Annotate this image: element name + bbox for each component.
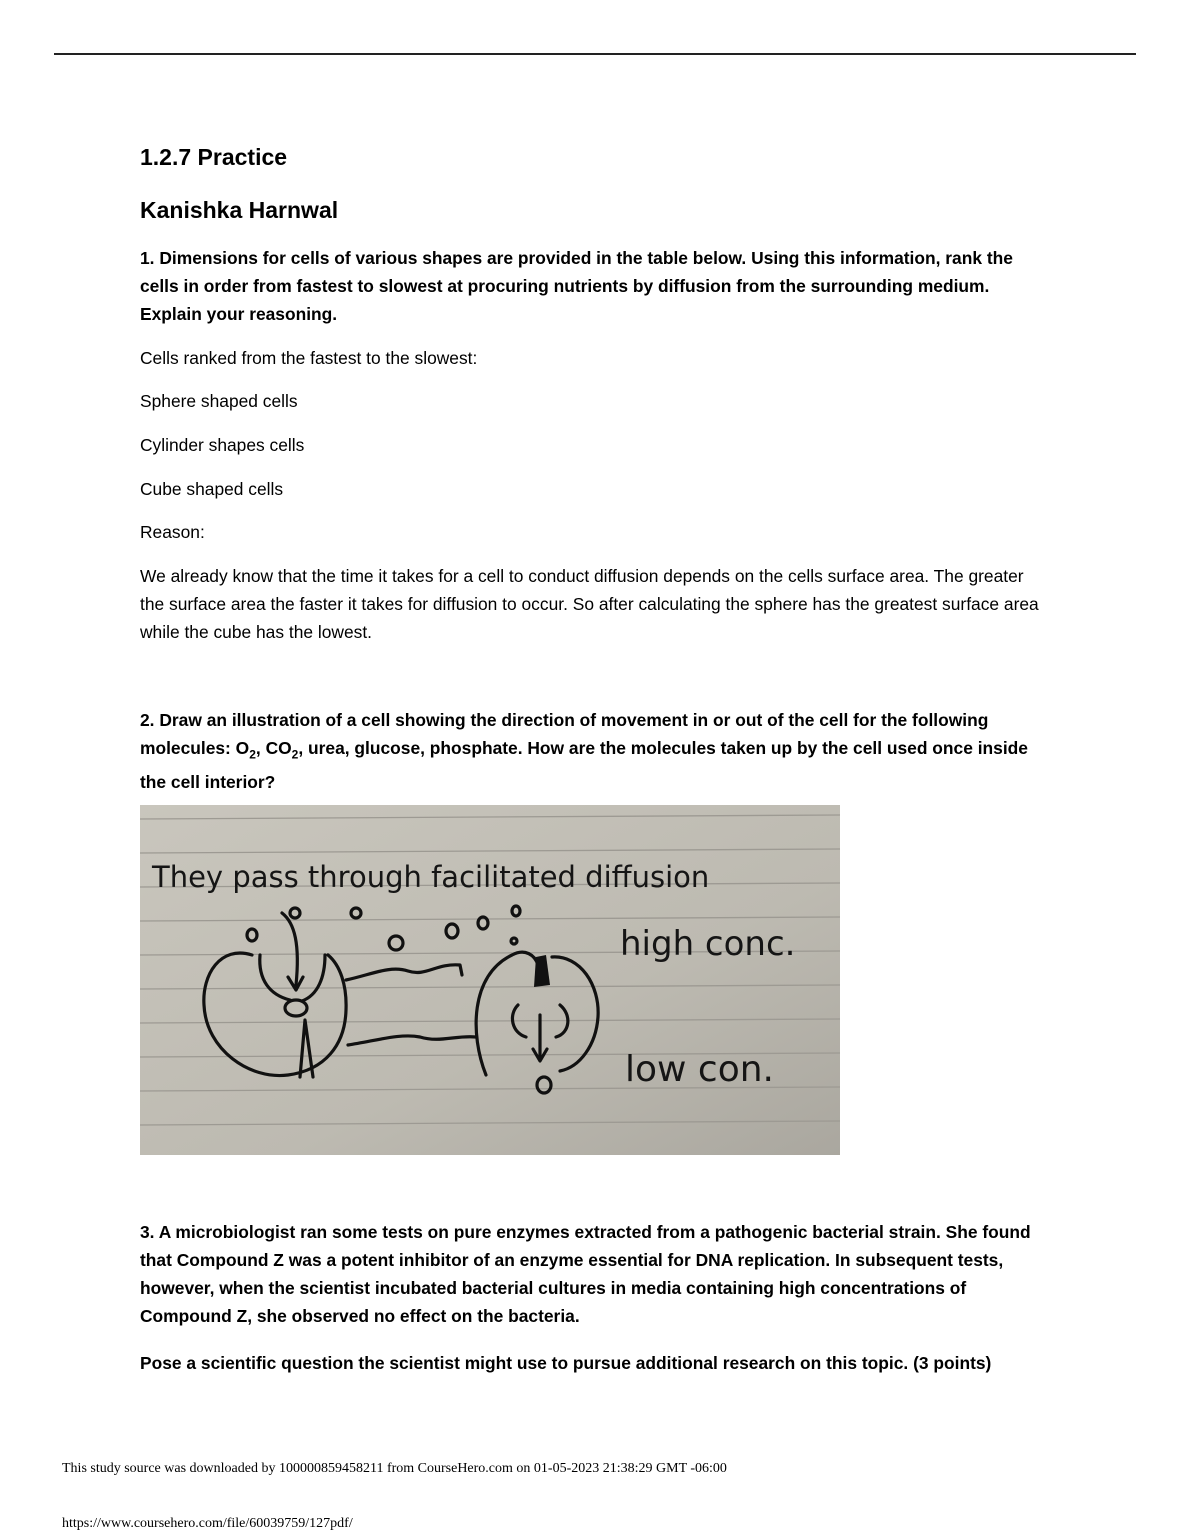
question-3-task: Pose a scientific question the scientist might use to pursue additional research on this topic. (3 points) (140, 1353, 992, 1373)
q2-text-c: , urea, glucose, phosphate. How are the molecules taken up by the cell used once inside the cell interior? (140, 738, 1028, 793)
reason-label: Reason: (140, 522, 205, 542)
q2-sub-o2: 2 (249, 747, 256, 762)
sketch-svg (140, 805, 840, 1155)
reason-text: We already know that the time it takes for a cell to conduct diffusion depends on the cells surface area. The greater the surface area the faster it takes for diffusion to occur. So after calculating the sphere has the greatest surface area while the cube has the lowest. (140, 566, 1039, 642)
question-1-prompt: 1. Dimensions for cells of various shapes are provided in the table below. Using this information, rank the cells in order from fastest to slowest at procuring nutrients by diffusion from the surrounding medium. Explain your reasoning. (140, 248, 1013, 324)
ranking-item-2: Cylinder shapes cells (140, 435, 305, 455)
ranking-item-1: Sphere shaped cells (140, 391, 298, 411)
q2-sub-co2: 2 (291, 747, 299, 762)
source-url[interactable]: https://www.coursehero.com/file/60039759/127pdf/ (62, 1516, 353, 1531)
q2-text-a: 2. Draw an illustration of a cell showing the direction of movement in or out of the cell for the following molecules: O (140, 710, 989, 758)
download-notice: This study source was downloaded by 100000859458211 from CourseHero.com on 01-05-2023 21:38:29 GMT -06:00 (62, 1461, 727, 1476)
paper-background (140, 805, 840, 1155)
label-high-concentration: high conc. (620, 924, 796, 964)
author-name: Kanishka Harnwal (140, 197, 339, 223)
page-title: 1.2.7 Practice (140, 144, 288, 170)
q2-text-b: , CO (255, 738, 292, 758)
answer-intro: Cells ranked from the fastest to the slowest: (140, 348, 478, 368)
question-2-prompt (140, 706, 1050, 796)
sketch-caption: They pass through facilitated diffusion (152, 860, 710, 894)
top-rule (54, 53, 1136, 55)
label-low-concentration: low con. (625, 1049, 774, 1090)
question-3-prompt: 3. A microbiologist ran some tests on pure enzymes extracted from a pathogenic bacterial strain. She found that Compound Z was a potent inhibitor of an enzyme essential for DNA replication. In subsequent tests, however, when the scientist incubated bacterial cultures in media containing high concentrations of Compound Z, she observed no effect on the bacteria. (140, 1222, 1031, 1326)
ranking-item-3: Cube shaped cells (140, 479, 284, 499)
hand-drawn-cell-illustration (140, 805, 840, 1155)
